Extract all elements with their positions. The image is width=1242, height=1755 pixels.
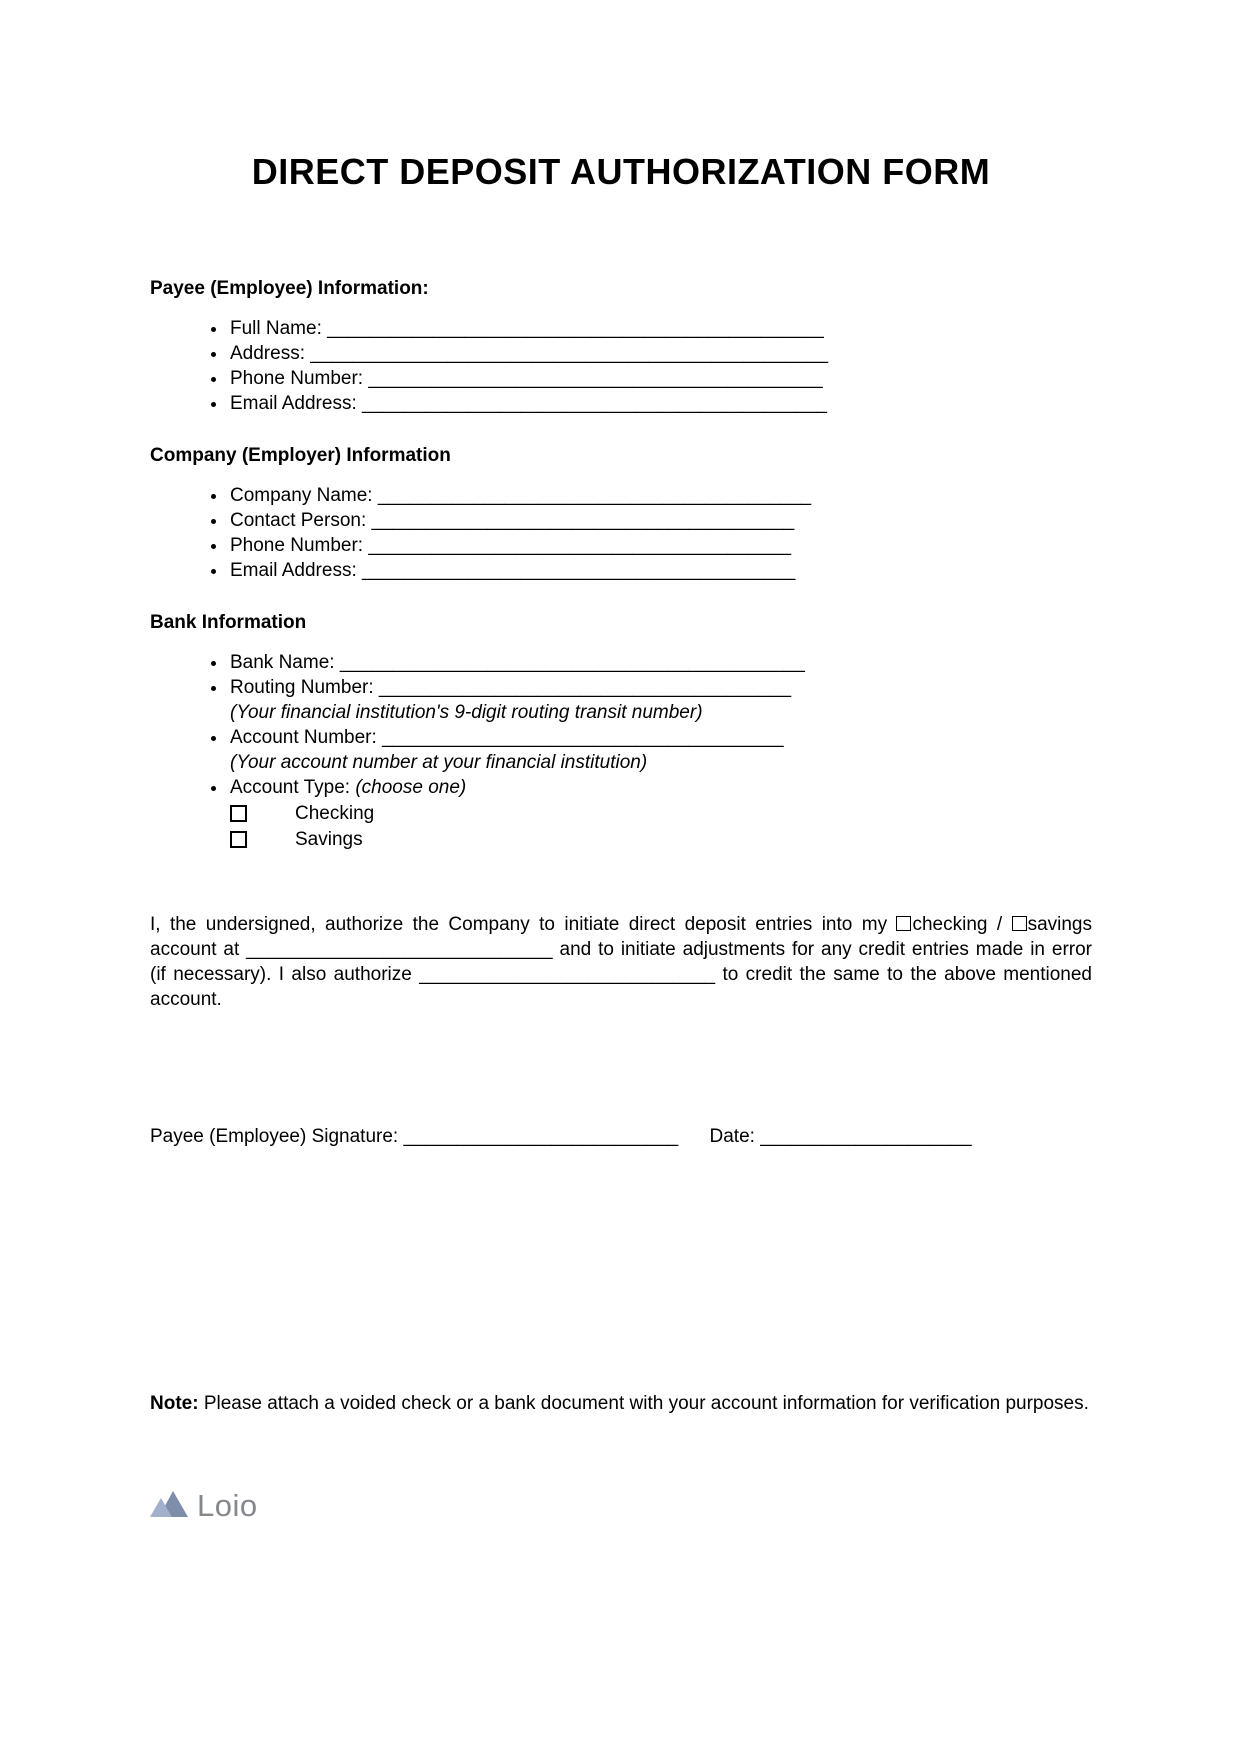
- bank-field-list: [150, 650, 1092, 852]
- section-bank: [150, 611, 1092, 852]
- authorization-text-2: account at: [150, 939, 240, 961]
- company-phone-label: Phone Number:: [230, 535, 364, 557]
- authorization-text-3: and to initiate adjustments for any credit entries made in error (if necessary). I also authorize: [150, 939, 1092, 986]
- contact-person-label: Contact Person:: [230, 510, 367, 532]
- loio-logo-text: Loio: [197, 1488, 258, 1523]
- list-item: [228, 391, 1092, 416]
- payee-heading: Payee (Employee) Information:: [150, 278, 429, 300]
- inline-checking-label: checking: [912, 914, 988, 936]
- section-company: [150, 444, 1092, 583]
- bank-name-label: Bank Name:: [230, 652, 335, 674]
- list-item: [228, 533, 1092, 558]
- authorization-text-1: I, the undersigned, authorize the Company to initiate direct deposit entries into my: [150, 914, 888, 936]
- phone-number-blank: ___________________________________________: [368, 368, 823, 390]
- address-label: Address:: [230, 343, 305, 365]
- savings-checkbox[interactable]: [230, 831, 247, 848]
- account-number-blank: ______________________________________: [382, 727, 784, 749]
- savings-option-row: [230, 826, 1092, 852]
- company-name-blank: _________________________________________: [377, 485, 812, 507]
- inline-checking-checkbox[interactable]: [896, 916, 911, 931]
- full-name-blank: _______________________________________________: [327, 318, 824, 340]
- company-blank-1: _____________________________: [246, 939, 553, 961]
- list-item: [228, 650, 1092, 675]
- account-type-label: Account Type:: [230, 777, 351, 799]
- payee-field-list: [150, 316, 1092, 416]
- date-label: Date:: [709, 1126, 755, 1148]
- list-item: [228, 341, 1092, 366]
- company-heading: Company (Employer) Information: [150, 445, 451, 467]
- checking-option-label: Checking: [295, 802, 375, 824]
- company-field-list: [150, 483, 1092, 583]
- contact-person-blank: ________________________________________: [371, 510, 795, 532]
- footer-logo: [150, 1488, 258, 1524]
- section-payee: [150, 277, 1092, 416]
- authorization-paragraph: [150, 912, 1092, 1012]
- list-item: [228, 558, 1092, 583]
- list-item: [228, 725, 1092, 775]
- list-item: [228, 675, 1092, 725]
- bank-heading: Bank Information: [150, 612, 307, 634]
- email-address-blank: ____________________________________________: [362, 393, 827, 415]
- company-blank-2: ____________________________: [419, 964, 716, 986]
- checking-option-row: [230, 800, 1092, 826]
- list-item: [228, 483, 1092, 508]
- company-email-label: Email Address:: [230, 560, 357, 582]
- loio-mountain-icon: [150, 1489, 188, 1523]
- company-name-label: Company Name:: [230, 485, 373, 507]
- note-text: Please attach a voided check or a bank document with your account information for verification purposes.: [203, 1393, 1089, 1415]
- date-blank: ____________________: [760, 1126, 972, 1148]
- signature-label: Payee (Employee) Signature:: [150, 1126, 399, 1148]
- account-number-label: Account Number:: [230, 727, 377, 749]
- signature-row: [150, 1124, 1092, 1149]
- list-item: [228, 775, 1092, 852]
- list-item: [228, 366, 1092, 391]
- routing-number-label: Routing Number:: [230, 677, 374, 699]
- note-label: Note:: [150, 1393, 199, 1415]
- page-title: DIRECT DEPOSIT AUTHORIZATION FORM: [251, 151, 991, 192]
- note-paragraph: [150, 1391, 1092, 1416]
- email-address-label: Email Address:: [230, 393, 357, 415]
- account-number-note: (Your account number at your financial institution): [230, 752, 648, 774]
- bank-name-blank: ____________________________________________: [339, 652, 805, 674]
- list-item: [228, 508, 1092, 533]
- checking-checkbox[interactable]: [230, 805, 247, 822]
- company-email-blank: _________________________________________: [362, 560, 796, 582]
- savings-option-label: Savings: [295, 828, 363, 850]
- phone-number-label: Phone Number:: [230, 368, 364, 390]
- list-item: [228, 316, 1092, 341]
- routing-number-blank: _______________________________________: [378, 677, 792, 699]
- company-phone-blank: ________________________________________: [368, 535, 792, 557]
- signature-blank: __________________________: [403, 1126, 679, 1148]
- slash-separator: /: [996, 914, 1003, 936]
- full-name-label: Full Name:: [230, 318, 322, 340]
- inline-savings-label: savings: [1027, 914, 1092, 936]
- routing-number-note: (Your financial institution's 9-digit routing transit number): [230, 702, 703, 724]
- authorization-text-4: to credit the same to the above mentioned account.: [150, 964, 1092, 1011]
- inline-savings-checkbox[interactable]: [1012, 916, 1027, 931]
- address-blank: _________________________________________________: [310, 343, 829, 365]
- account-type-hint: (choose one): [355, 777, 467, 799]
